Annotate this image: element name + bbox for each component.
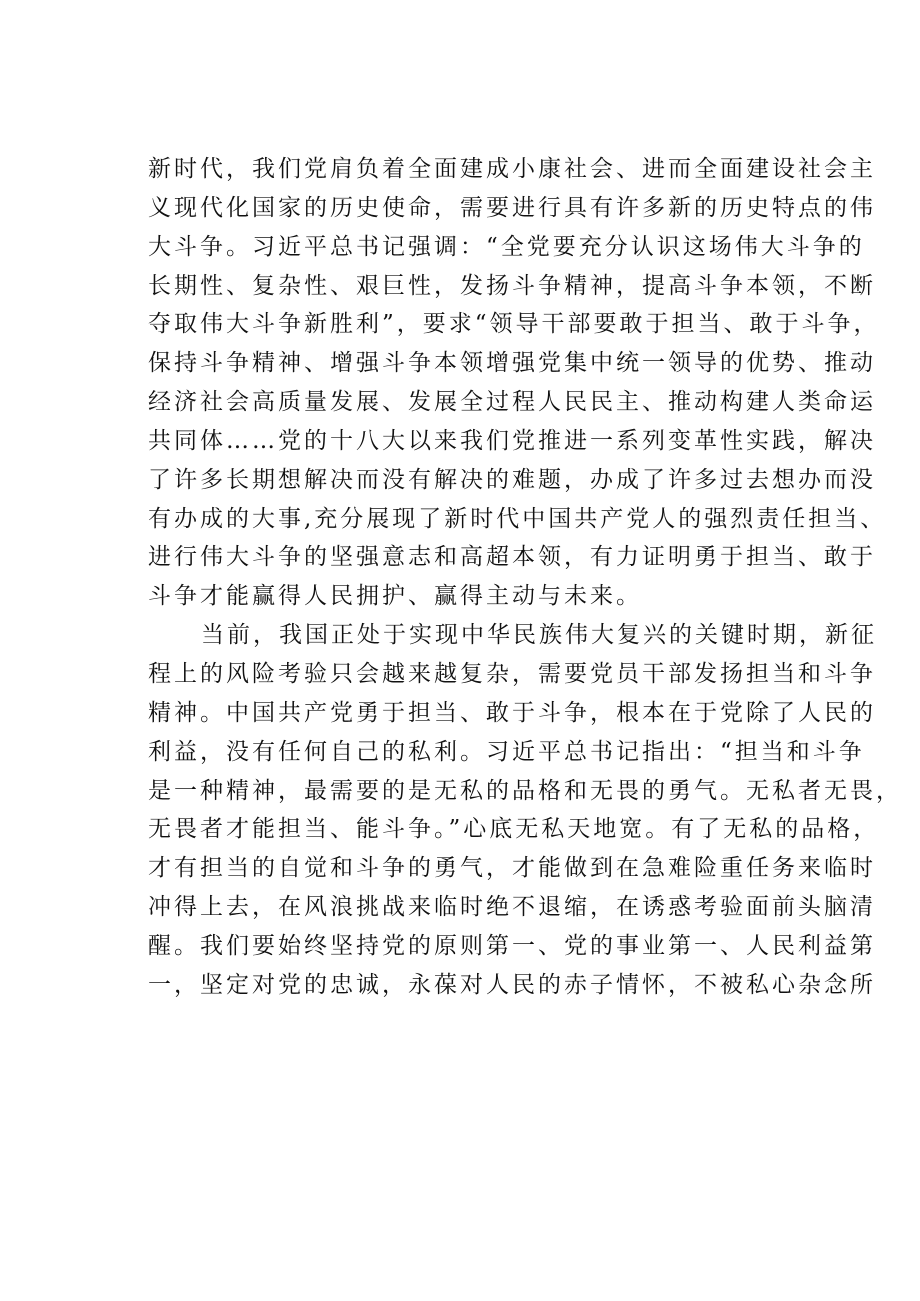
text-line: 当前，我国正处于实现中华民族伟大复兴的关键时期，新征 bbox=[201, 622, 877, 649]
text-line: 有办成的大事,充分展现了新时代中国共产党人的强烈责任担当、 bbox=[148, 505, 887, 532]
text-line: 无畏者才能担当、能斗争。”心底无私天地宽。有了无私的品格， bbox=[148, 816, 880, 843]
text-line: 利益，没有任何自己的私利。习近平总书记指出：“担当和斗争 bbox=[148, 738, 865, 765]
text-line: 一，坚定对党的忠诚，永葆对人民的赤子情怀，不被私心杂念所 bbox=[148, 971, 876, 998]
text-line: 夺取伟大斗争新胜利”，要求“领导干部要敢于担当、敢于斗争， bbox=[148, 311, 880, 338]
text-line: 醒。我们要始终坚持党的原则第一、党的事业第一、人民利益第 bbox=[148, 932, 876, 959]
text-line: 斗争才能赢得人民拥护、赢得主动与未来。 bbox=[148, 583, 642, 610]
text-line: 义现代化国家的历史使命，需要进行具有许多新的历史特点的伟 bbox=[148, 194, 876, 221]
text-line: 大斗争。习近平总书记强调：“全党要充分认识这场伟大斗争的 bbox=[148, 233, 865, 260]
text-line: 保持斗争精神、增强斗争本领增强党集中统一领导的优势、推动 bbox=[148, 350, 876, 377]
text-line: 是一种精神，最需要的是无私的品格和无畏的勇气。无私者无畏， bbox=[148, 777, 902, 804]
text-line: 长期性、复杂性、艰巨性，发扬斗争精神，提高斗争本领，不断 bbox=[148, 272, 876, 299]
document-body bbox=[148, 150, 902, 1005]
text-line: 经济社会高质量发展、发展全过程人民民主、推动构建人类命运 bbox=[148, 389, 876, 416]
text-line: 共同体……党的十八大以来我们党推进一系列变革性实践，解决 bbox=[148, 427, 876, 454]
text-line: 进行伟大斗争的坚强意志和高超本领，有力证明勇于担当、敢于 bbox=[148, 544, 876, 571]
text-line: 冲得上去，在风浪挑战来临时绝不退缩，在诱惑考验面前头脑清 bbox=[148, 894, 876, 921]
text-line: 新时代，我们党肩负着全面建成小康社会、进而全面建设社会主 bbox=[148, 156, 876, 182]
paragraph-1 bbox=[148, 150, 887, 616]
text-line: 程上的风险考验只会越来越复杂，需要党员干部发扬担当和斗争 bbox=[148, 660, 876, 687]
paragraph-2 bbox=[148, 616, 902, 1004]
text-line: 精神。中国共产党勇于担当、敢于斗争，根本在于党除了人民的 bbox=[148, 699, 876, 726]
text-line: 了许多长期想解决而没有解决的难题，办成了许多过去想办而没 bbox=[148, 466, 876, 493]
text-line: 才有担当的自觉和斗争的勇气，才能做到在急难险重任务来临时 bbox=[148, 855, 876, 882]
